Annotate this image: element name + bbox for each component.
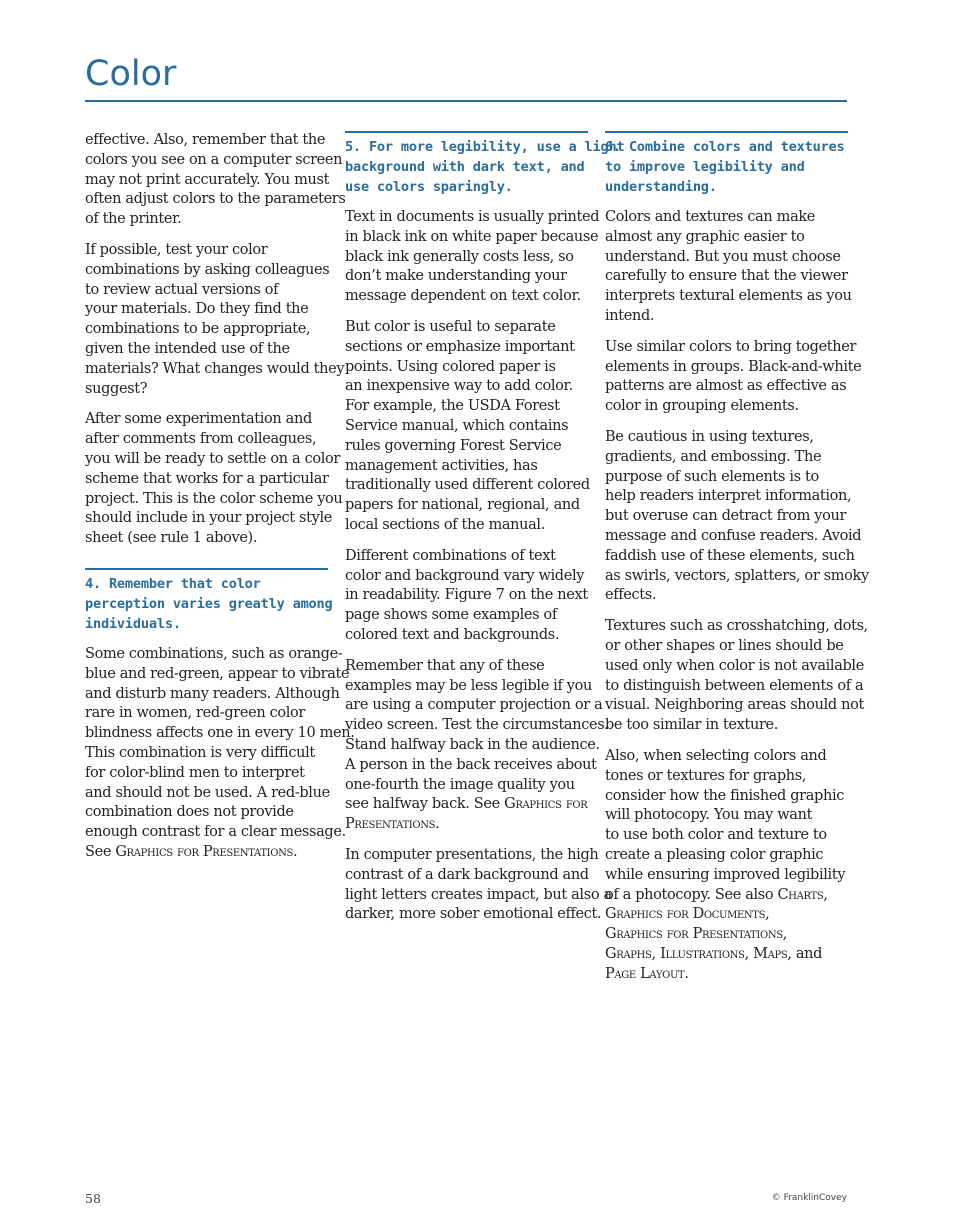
column-right <box>605 131 869 995</box>
paragraph: If possible, test your color combinations by asking colleagues to review actual versions of your materials. Do they find the combinations to be appropriate, given the intended use of the materials? What changes would they suggest? <box>85 241 345 397</box>
paragraph: After some experimentation and after comments from colleagues, you will be ready to settle on a color scheme that works for a particular project. This is the color scheme you should include in your project style sheet (see rule 1 above). <box>85 411 343 547</box>
rule-4-section-header <box>85 568 333 634</box>
page-title: Color <box>85 54 177 94</box>
column-left <box>85 131 355 874</box>
cross-reference: Presentations <box>345 816 436 833</box>
cross-reference: Page Layout <box>605 965 685 982</box>
paragraph: Text in documents is usually printed in black ink on white paper because black ink generally costs less, so don’t make understanding your message dependent on text color. <box>345 209 600 305</box>
cross-reference: Maps <box>753 945 788 962</box>
rule-5-section-header <box>345 131 625 197</box>
paragraph: Textures such as crosshatching, dots, or other shapes or lines should be used only when color is not available to distinguish between elements of a visual. Neighboring areas should not be too similar in texture. <box>605 618 868 734</box>
cross-reference: Graphics for Presentations <box>605 926 783 943</box>
paragraph: effective. Also, remember that the colors you see on a computer screen may not print accurately. You must often adjust colors to the parameters of the printer. <box>85 132 346 228</box>
rule-5-heading: 5. For more legibility, use a light background with dark text, and use colors sparingly. <box>345 139 625 195</box>
cross-reference: Graphics for Presentations <box>115 843 294 860</box>
page-number: 58 <box>85 1191 101 1206</box>
rule-6-section-header <box>605 131 848 197</box>
cross-reference: Graphics for Documents <box>605 906 766 923</box>
paragraph: Be cautious in using textures, gradients, and embossing. The purpose of such elements is to help readers interpret information, but overuse can detract from your message and confuse readers. Avoid faddish use of these elements, such as swirls, vectors, splatters, or smoky effects. <box>605 428 869 604</box>
paragraph: Remember that any of these examples may be less legible if you are using a computer projection or a video screen. Test the circumstances. Stand halfway back in the audience. A person in the back receives about one-fourth the image quality you see halfway back. See Graphics for Presentations. <box>345 657 609 833</box>
paragraph: Different combinations of text color and background vary widely in readability. Figure 7 on the next page shows some examples of colored text and backgrounds. <box>345 547 588 643</box>
paragraph: Colors and textures can make almost any graphic easier to understand. But you must choose carefully to ensure that the viewer interprets textural elements as you intend. <box>605 209 852 324</box>
cross-reference: Charts <box>777 886 824 903</box>
cross-reference: Graphs <box>605 945 652 962</box>
paragraph: Also, when selecting colors and tones or textures for graphs, consider how the finished graphic will photocopy. You may want to use both color and texture to create a pleasing color graphic while ensuring improved legibility of a photocopy. See also Charts, Graphics for Documents, Graphics for Presentations, Graphs, Illustrations, Maps, and Page Layout. <box>605 747 846 982</box>
column-middle <box>345 131 625 936</box>
cross-reference: Graphics for <box>504 796 588 813</box>
cross-reference: Illustrations <box>660 945 745 962</box>
paragraph: In computer presentations, the high contrast of a dark background and light letters creates impact, but also a darker, more sober emotional effect. <box>345 846 612 923</box>
paragraph: But color is useful to separate sections or emphasize important points. Using colored paper is an inexpensive way to add color. For example, the USDA Forest Service manual, which contains rules governing Forest Service management activities, has traditionally used different colored papers for national, regional, and local sections of the manual. <box>345 318 590 533</box>
paragraph: Use similar colors to bring together elements in groups. Black-and-white patterns are almost as effective as color in grouping elements. <box>605 338 862 415</box>
paragraph: Some combinations, such as orange- blue and red-green, appear to vibrate and disturb many readers. Although rare in women, red-green color blindness affects one in every 10 men. This combination is very difficult for color-blind men to interpret and should not be used. A red-blue combination does not provide enough contrast for a clear message. See Graphics for Presentations. <box>85 645 355 860</box>
copyright-notice: © FranklinCovey <box>771 1193 847 1203</box>
title-divider <box>85 100 847 102</box>
rule-4-heading: 4. Remember that color perception varies greatly among individuals. <box>85 575 333 632</box>
rule-6-heading: 6. Combine colors and textures to improve legibility and understanding. <box>605 139 845 195</box>
